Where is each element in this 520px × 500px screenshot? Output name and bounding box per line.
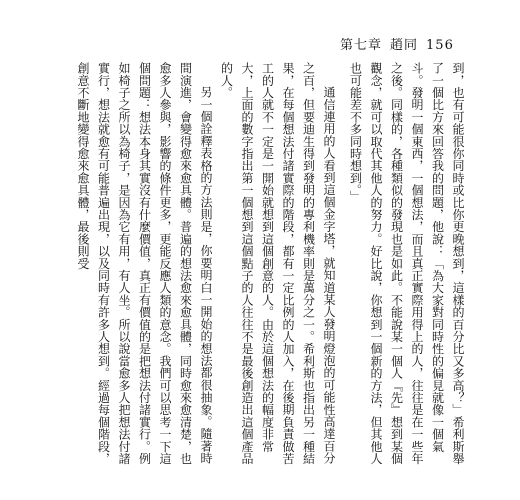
chapter-title: 趙同 xyxy=(390,38,419,53)
chapter-label: 第七章 xyxy=(340,38,383,53)
body-text xyxy=(42,62,474,472)
running-header xyxy=(340,34,454,53)
paragraph: 另一個詮釋表格的方法則是，你要明白一開始的想法都很抽象。隨著時間演進，會變得愈來愈具體。普遍的想法愈來愈具體，同時愈來愈清楚，也愈多人參與，影響的條件更多，更能反應人類的意念。我們可以思考一下這個問題：想法本身其實沒有什麼價值，真正有價值的是把想法付諸實行。例如椅子之所以為椅子，是因為它有用，有人坐。所以說當愈多人把想法付諸實行，想法就愈有可能普遍出現，以及同時有許多人想到。經過每個階段，創意不斷地變得愈來愈具體，最後則受 xyxy=(76,62,213,465)
paragraph: 到，也有可能很你同時或比你更晚想到，這樣的百分比又多高？」希利斯舉了一個比方來回答我的問題，他說：「為大家對同時性的偏見就像一個氣斗。發明一個東西，一個想法，而且真正實際用得上的人，往往是在一些年之後。同樣的，各種類似的發現也是如此。不能說某一個人『先』想到某個觀念，就可以取代其他人的努力。好比說，你想到一個新的方法，但其他人也可能差不多同時想到。」 xyxy=(348,62,465,465)
page-number: 156 xyxy=(426,38,454,53)
paragraph: 通信連用的人看到這個金字塔，就知道某人發明燈泡的可能性高達百分之百，但要迪生得到發明的專利機率則是萬分之一。希利斯也指出另一種結果，在每個想法付諸實際的階段，都有一定比例的人加入，在後期負責做苦工的人就不一定是一開始就想到這個創意的人。由於這個想法的幅度非常大，上面的數字指出第一個想到這個點子的人往往不是最後創造出這個產品的人。 xyxy=(219,62,336,465)
